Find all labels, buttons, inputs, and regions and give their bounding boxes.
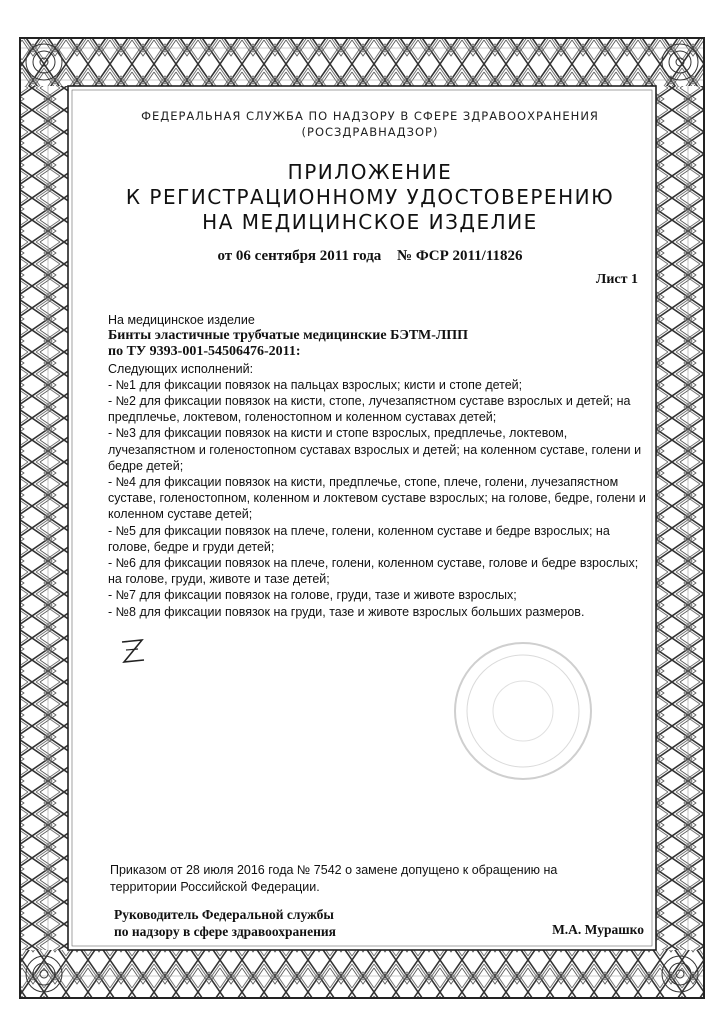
registration-line [60, 248, 680, 265]
variant-item: - №6 для фиксации повязок на плече, голени, коленном суставе, голове и бедре взрослых; на голове, груди, животе и тазе детей; [108, 556, 639, 587]
title-line-2: К РЕГИСТРАЦИОННОМУ УДОСТОВЕРЕНИЮ [125, 185, 615, 209]
agency-header [70, 108, 670, 140]
body-intro: На медицинское изделие [108, 313, 255, 327]
product-name: Бинты эластичные трубчатые медицинские БЭТМ-ЛПП [108, 328, 469, 344]
order-note: Приказом от 28 июля 2016 года № 7542 о замене допущено к обращению на территории Российской Федерации. [110, 863, 558, 894]
variant-item: - №7 для фиксации повязок на голове, груди, тазе и животе взрослых; [108, 588, 517, 603]
position-line-1: Руководитель Федеральной службы [114, 907, 334, 922]
faded-stamp [448, 636, 598, 786]
technical-spec: по ТУ 9393-001-54506476-2011: [108, 344, 301, 360]
variant-item: - №8 для фиксации повязок на груди, тазе и животе взрослых больших размеров. [108, 604, 585, 619]
agency-name: ФЕДЕРАЛЬНАЯ СЛУЖБА ПО НАДЗОРУ В СФЕРЕ ЗДРАВООХРАНЕНИЯ [141, 109, 599, 123]
signatory-position [114, 906, 336, 940]
signatory-name: М.А. Мурашко [552, 922, 644, 937]
variants-intro: Следующих исполнений: [108, 361, 254, 376]
agency-short-name: (РОСЗДРАВНАДЗОР) [301, 125, 439, 139]
position-line-2: по надзору в сфере здравоохранения [114, 924, 336, 939]
variant-item: - №5 для фиксации повязок на плече, голени, коленном суставе и бедре взрослых; на голове, бедре и груди детей; [108, 523, 610, 554]
variant-item: - №1 для фиксации повязок на пальцах взрослых; кисти и стопе детей; [108, 377, 523, 392]
title-line-3: НА МЕДИЦИНСКОЕ ИЗДЕЛИЕ [202, 210, 538, 234]
variant-item: - №3 для фиксации повязок на кисти и стопе взрослых, предплечье, локтевом, лучезапястном и голеностопном суставах взрослых и детей; на коленном суставе, голени и бедре детей; [108, 426, 642, 473]
sheet-number: Лист 1 [595, 272, 638, 287]
variant-item: - №2 для фиксации повязок на кисти, стопе, лучезапястном суставе взрослых и детей; на предплечье, локтевом, голеностопном и коленном суставах детей; [108, 394, 631, 425]
document-title [60, 160, 680, 235]
registration-number: № ФСР 2011/11826 [397, 248, 523, 264]
document-body [108, 312, 648, 620]
title-line-1: ПРИЛОЖЕНИЕ [287, 160, 453, 184]
variant-item: - №4 для фиксации повязок на кисти, предплечье, стопе, плече, голени, лучезапястном суставе, голеностопном, коленном и локтевом суставе взрослых; на голове, бедре, голени и коленном суставе детей; [108, 475, 646, 522]
handwritten-mark [118, 636, 148, 670]
registration-date: от 06 сентября 2011 года [217, 248, 382, 264]
